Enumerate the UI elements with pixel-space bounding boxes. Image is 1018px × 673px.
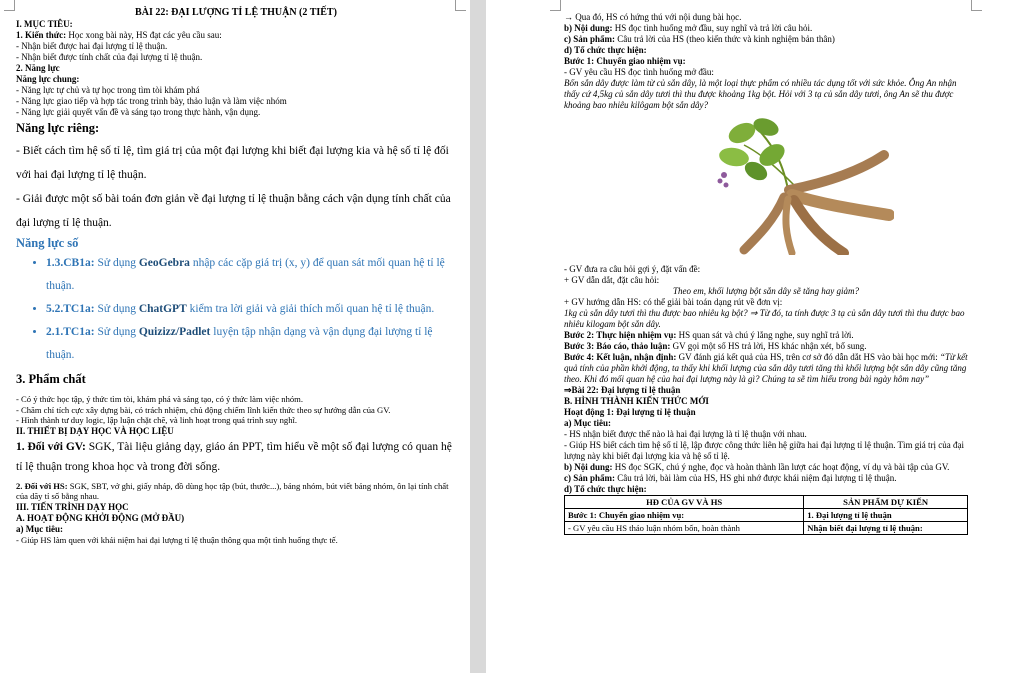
paragraph: + GV hướng dẫn HS: có thể giải bài toán dạng rút về đơn vị: xyxy=(564,297,783,307)
question-text: Theo em, khối lượng bột sắn dây sẽ tăng hay giảm? xyxy=(673,286,859,296)
section-heading: III. TIẾN TRÌNH DẠY HỌC xyxy=(16,501,129,512)
list-item: - Năng lực giải quyết vấn đề và sáng tạo trong thực hành, vận dụng. xyxy=(16,107,261,117)
crop-mark xyxy=(971,0,982,11)
list-item: - Có ý thức học tập, ý thức tìm tòi, khám phá và sáng tạo, có ý thức làm việc nhóm. xyxy=(16,394,304,404)
list-item: - Chăm chỉ tích cực xây dựng bài, có trách nhiệm, chủ động chiếm lĩnh kiến thức theo sự hướng dẫn của GV. xyxy=(16,404,391,415)
sub-heading: d) Tổ chức thực hiện: xyxy=(564,484,647,494)
digital-skills-list xyxy=(16,252,456,367)
list-item: - Giải được một số bài toán đơn giản về đại lượng tỉ lệ thuận bằng cách vận dụng tính chất của đại lượng tỉ lệ thuận. xyxy=(16,193,451,229)
table-cell: Nhận biết đại lượng tỉ lệ thuận: xyxy=(804,522,968,535)
table-header: HĐ CỦA GV VÀ HS xyxy=(565,496,804,509)
section-heading: I. MỤC TIÊU: xyxy=(16,19,73,29)
list-item: - Biết cách tìm hệ số tỉ lệ, tìm giá trị của một đại lượng khi biết đại lượng kia và hệ số tỉ lệ đối với hai đại lượng tỉ lệ thuận. xyxy=(16,145,449,181)
sub-heading: d) Tổ chức thực hiện: xyxy=(564,45,647,55)
page-gap xyxy=(470,0,486,673)
paragraph: Bước 4: Kết luận, nhận định: GV đánh giá kết quả của HS, trên cơ sở đó dẫn dắt HS vào bài học mới: “Từ kết quả tính của phần khởi động, ta thấy khi khối lượng của sắn dây tươi tăng thì khối lượng bột sắn dây cũng tăng theo. Khi đó mối quan hệ của hai đại lượng này là gì? Chúng ta sẽ tìm hiểu trong bài ngày hôm nay” xyxy=(564,352,968,384)
list-item: - HS nhận biết được thế nào là hai đại lượng là tỉ lệ thuận với nhau. xyxy=(564,429,807,439)
paragraph: b) Nội dung: HS đọc SGK, chú ý nghe, đọc và hoàn thành lần lượt các hoạt động, ví dụ và bài tập của GV. xyxy=(564,462,950,472)
step-heading: Bước 1: Chuyển giao nhiệm vụ: xyxy=(564,56,686,66)
section-heading: 2. Năng lực xyxy=(16,63,60,73)
sub-heading: Năng lực số xyxy=(16,236,79,250)
table-row xyxy=(565,522,968,535)
document-page-left xyxy=(0,0,470,673)
sub-heading: a) Mục tiêu: xyxy=(564,418,611,428)
list-item: - Năng lực tự chủ và tự học trong tìm tòi khám phá xyxy=(16,85,200,95)
list-item: • 5.2.TC1a: Sử dụng ChatGPT kiểm tra lời giải và giải thích mối quan hệ tỉ lệ thuận. xyxy=(46,298,456,321)
list-item: - Hình thành tư duy logic, lập luận chặt chẽ, và linh hoạt trong quá trình suy nghĩ. xyxy=(16,415,298,425)
paragraph: + GV dẫn dắt, đặt câu hỏi: xyxy=(564,275,660,285)
paragraph: → Qua đó, HS có hứng thú với nội dung bài học. xyxy=(564,12,742,22)
section-heading: A. HOẠT ĐỘNG KHỞI ĐỘNG (MỞ ĐẦU) xyxy=(16,512,185,523)
paragraph: b) Nội dung: HS đọc tình huống mở đầu, suy nghĩ và trả lời câu hỏi. xyxy=(564,23,813,33)
paragraph: c) Sản phẩm: Câu trả lời, bài làm của HS, HS ghi nhớ được khái niệm đại lượng tỉ lệ thuận. xyxy=(564,473,897,483)
paragraph: - GV đưa ra câu hỏi gợi ý, đặt vấn đề: xyxy=(564,264,701,274)
sub-heading: a) Mục tiêu: xyxy=(16,523,63,534)
paragraph: Bước 2: Thực hiện nhiệm vụ: HS quan sát và chú ý lắng nghe, suy nghĩ trả lời. xyxy=(564,330,854,340)
paragraph: - Giúp HS làm quen với khái niệm hai đại lượng tỉ lệ thuận thông qua một tình huống thực tế. xyxy=(16,534,338,545)
sub-heading: Năng lực chung: xyxy=(16,74,80,84)
lesson-title: BÀI 22: ĐẠI LƯỢNG TỈ LỆ THUẬN (2 TIẾT) xyxy=(135,7,337,18)
document-page-right xyxy=(486,0,1018,673)
section-heading: II. THIẾT BỊ DẠY HỌC VÀ HỌC LIỆU xyxy=(16,425,174,436)
crop-mark xyxy=(550,0,561,11)
section-heading: B. HÌNH THÀNH KIẾN THỨC MỚI xyxy=(564,396,709,406)
sub-heading: Hoạt động 1: Đại lượng tỉ lệ thuận xyxy=(564,407,696,417)
list-item: - Giúp HS biết cách tìm hệ số tỉ lệ, lập được công thức liên hệ giữa hai đại lượng tỉ lệ thuận. Tìm giá trị của đại lượng này khi biết đại lượng kia và hệ số tỉ lệ. xyxy=(564,440,965,461)
table-header: SẢN PHẨM DỰ KIẾN xyxy=(804,496,968,509)
list-item: • 2.1.TC1a: Sử dụng Quizizz/Padlet luyện tập nhận dạng và vận dụng đại lượng tỉ lệ thuận. xyxy=(46,321,456,367)
table-cell: Bước 1: Chuyển giao nhiệm vụ: xyxy=(565,509,804,522)
table-header-row xyxy=(565,496,968,509)
crop-mark xyxy=(4,0,15,11)
list-item: - Nhận biết được tính chất của đại lượng tỉ lệ thuận. xyxy=(16,52,203,62)
section-heading: 3. Phẩm chất xyxy=(16,372,86,386)
crop-mark xyxy=(455,0,466,11)
table-row xyxy=(565,509,968,522)
table-cell: 1. Đại lượng tỉ lệ thuận xyxy=(804,509,968,522)
paragraph: 1. Kiến thức: Học xong bài này, HS đạt các yêu cầu sau: xyxy=(16,30,222,40)
kudzu-root-illustration xyxy=(684,115,894,255)
sub-heading: Năng lực riêng: xyxy=(16,121,100,135)
table-cell: - GV yêu cầu HS thảo luận nhóm bốn, hoàn thành xyxy=(565,522,804,535)
paragraph: 1kg củ sắn dây tươi thì thu được bao nhiêu kg bột? ⇒ Từ đó, ta tính được 3 tạ củ sắn dây tươi thì thu được bao nhiêu kilogam bột sắn dây. xyxy=(564,308,965,329)
paragraph: 2. Đối với HS: SGK, SBT, vở ghi, giấy nháp, đồ dùng học tập (bút, thước...), bảng nhóm, bút viết bảng nhóm, ôn lại tính chất của dãy tỉ số bằng nhau. xyxy=(16,480,449,501)
paragraph: c) Sản phẩm: Câu trả lời của HS (theo kiến thức và kinh nghiệm bản thân) xyxy=(564,34,835,44)
list-item: • 1.3.CB1a: Sử dụng GeoGebra nhập các cặp giá trị (x, y) để quan sát mối quan hệ tỉ lệ thuận. xyxy=(46,252,456,298)
paragraph: 1. Đối với GV: SGK, Tài liệu giảng dạy, giáo án PPT, tìm hiểu về một số đại lượng có quan hệ tỉ lệ thuận trong khoa học và trong đời sống. xyxy=(16,440,452,473)
lesson-link: ⇒Bài 22: Đại lượng tỉ lệ thuận xyxy=(564,385,681,395)
activity-table xyxy=(564,495,968,535)
list-item: - Năng lực giao tiếp và hợp tác trong trình bày, thảo luận và làm việc nhóm xyxy=(16,96,287,106)
paragraph: - GV yêu cầu HS đọc tình huống mở đầu: xyxy=(564,67,714,77)
list-item: - Nhận biết được hai đại lượng tỉ lệ thuận. xyxy=(16,41,168,51)
situation-text: Bốn sắn dây được làm từ củ sắn dây, là một loại thực phẩm có nhiều tác dụng tốt với sức khỏe. Ông An nhận thấy cứ 4,5kg củ sắn dây tươi thì thu được khoảng 1kg bột. Hỏi với 3 tạ củ sắn dây tươi, ông An sẽ thu được khoảng bao nhiêu kilôgam bột sắn dây? xyxy=(564,78,957,110)
paragraph: Bước 3: Báo cáo, thảo luận: GV gọi một số HS trả lời, HS khác nhận xét, bổ sung. xyxy=(564,341,867,351)
